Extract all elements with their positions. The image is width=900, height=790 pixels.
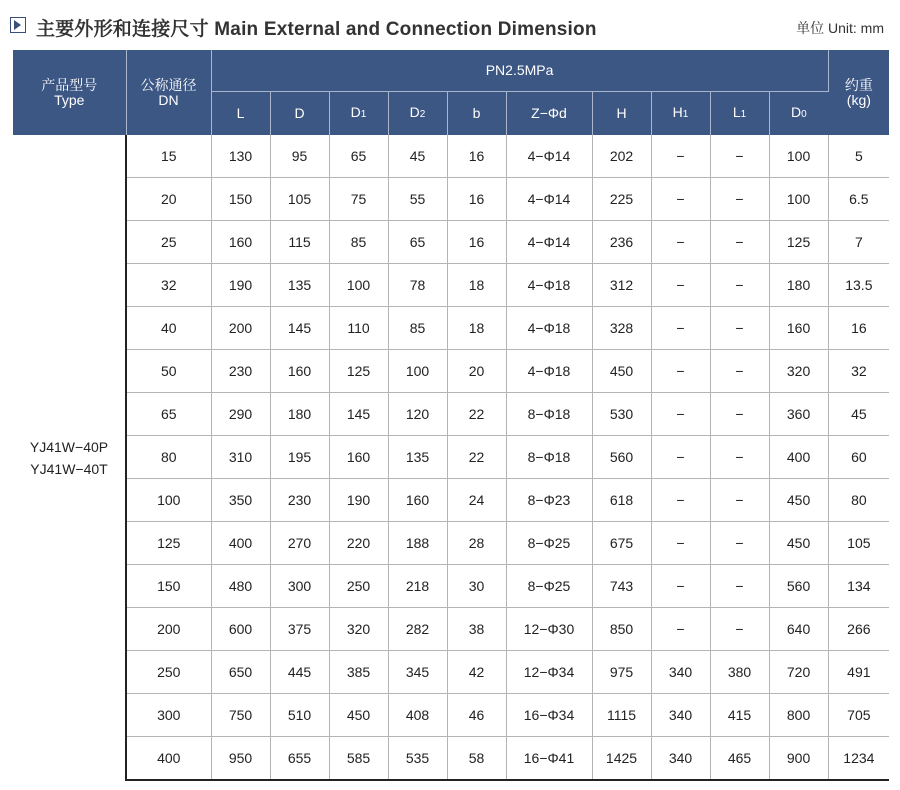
table-cell: − (710, 307, 769, 350)
table-cell: 125 (769, 221, 828, 264)
table-cell: 320 (769, 350, 828, 393)
table-cell: 408 (388, 694, 447, 737)
table-row (13, 608, 889, 651)
table-cell: − (710, 264, 769, 307)
table-cell: 180 (769, 264, 828, 307)
table-cell: 290 (211, 393, 270, 436)
table-cell: 145 (329, 393, 388, 436)
table-cell: 585 (329, 737, 388, 781)
subheader-cell (592, 92, 651, 136)
table-cell: 650 (211, 651, 270, 694)
table-cell: 200 (126, 608, 211, 651)
table-cell: 8−Φ18 (506, 436, 592, 479)
table-cell: 230 (211, 350, 270, 393)
subheader-cell (270, 92, 329, 136)
subheader-main: H (672, 104, 683, 120)
table-cell: 120 (388, 393, 447, 436)
table-cell: 100 (769, 135, 828, 178)
type-cell (13, 135, 126, 780)
table-cell: 300 (126, 694, 211, 737)
header-type (13, 50, 126, 135)
table-cell: 340 (651, 651, 710, 694)
table-cell: 510 (270, 694, 329, 737)
subheader-main: D (409, 104, 420, 120)
header-type-cn: 产品型号 (41, 76, 98, 93)
table-cell: 105 (828, 522, 889, 565)
table-cell: 75 (329, 178, 388, 221)
table-cell: − (710, 393, 769, 436)
table-cell: 655 (270, 737, 329, 781)
section-header (10, 12, 890, 40)
table-cell: 8−Φ25 (506, 565, 592, 608)
table-cell: 12−Φ30 (506, 608, 592, 651)
table-cell: 58 (447, 737, 506, 781)
table-cell: 115 (270, 221, 329, 264)
table-cell: 4−Φ18 (506, 264, 592, 307)
table-cell: 8−Φ18 (506, 393, 592, 436)
table-cell: 65 (329, 135, 388, 178)
subheader-cell (388, 92, 447, 136)
table-cell: 450 (329, 694, 388, 737)
header-weight-cn: 约重 (844, 76, 873, 93)
subheader-subscript: 2 (419, 109, 426, 120)
table-cell: 310 (211, 436, 270, 479)
table-cell: 225 (592, 178, 651, 221)
table-cell: 236 (592, 221, 651, 264)
table-cell: 15 (126, 135, 211, 178)
subheader-cell (651, 92, 710, 136)
table-cell: 720 (769, 651, 828, 694)
header-dn-en: DN (158, 91, 179, 108)
table-row (13, 135, 889, 178)
header-weight (828, 50, 889, 135)
subheader-cell (769, 92, 828, 136)
table-cell: 975 (592, 651, 651, 694)
table-cell: 40 (126, 307, 211, 350)
table-cell: 55 (388, 178, 447, 221)
table-cell: − (710, 135, 769, 178)
table-cell: − (651, 608, 710, 651)
table-row (13, 694, 889, 737)
table-cell: 195 (270, 436, 329, 479)
type-model: YJ41W−40T (30, 460, 108, 477)
table-cell: 530 (592, 393, 651, 436)
table-cell: 190 (211, 264, 270, 307)
table-cell: 100 (388, 350, 447, 393)
table-cell: 535 (388, 737, 447, 781)
table-cell: 6.5 (828, 178, 889, 221)
table-cell: 16 (828, 307, 889, 350)
table-cell: 1234 (828, 737, 889, 781)
subheader-subscript: 1 (682, 109, 689, 120)
table-cell: 60 (828, 436, 889, 479)
table-cell: 134 (828, 565, 889, 608)
table-cell: 350 (211, 479, 270, 522)
table-cell: 32 (126, 264, 211, 307)
table-cell: − (651, 350, 710, 393)
table-cell: 22 (447, 436, 506, 479)
table-cell: 400 (211, 522, 270, 565)
table-cell: 50 (126, 350, 211, 393)
table-cell: 750 (211, 694, 270, 737)
table-cell: 130 (211, 135, 270, 178)
table-cell: 12−Φ34 (506, 651, 592, 694)
table-cell: 135 (388, 436, 447, 479)
table-cell: 415 (710, 694, 769, 737)
table-cell: 32 (828, 350, 889, 393)
table-cell: 312 (592, 264, 651, 307)
table-cell: 42 (447, 651, 506, 694)
table-cell: 188 (388, 522, 447, 565)
subheader-main: L (236, 105, 245, 121)
table-cell: 160 (329, 436, 388, 479)
table-cell: 46 (447, 694, 506, 737)
table-cell: − (651, 479, 710, 522)
table-cell: 4−Φ18 (506, 350, 592, 393)
subheader-cell (211, 92, 270, 136)
table-cell: 4−Φ14 (506, 221, 592, 264)
table-cell: 450 (769, 522, 828, 565)
table-cell: 30 (447, 565, 506, 608)
table-cell: 400 (769, 436, 828, 479)
table-cell: 13.5 (828, 264, 889, 307)
table-cell: 491 (828, 651, 889, 694)
subheader-subscript: 1 (360, 109, 367, 120)
table-cell: 450 (592, 350, 651, 393)
subheader-main: b (472, 105, 481, 121)
table-cell: − (710, 608, 769, 651)
table-row (13, 178, 889, 221)
header-dn (126, 50, 211, 135)
subheader-main: D (790, 104, 802, 120)
table-cell: 445 (270, 651, 329, 694)
table-cell: 22 (447, 393, 506, 436)
table-row (13, 479, 889, 522)
chevron-right-icon (10, 17, 26, 33)
subheader-subscript: 1 (740, 109, 747, 120)
table-cell: 160 (211, 221, 270, 264)
table-cell: − (651, 264, 710, 307)
table-cell: 220 (329, 522, 388, 565)
table-cell: 560 (592, 436, 651, 479)
table-cell: 600 (211, 608, 270, 651)
table-cell: 25 (126, 221, 211, 264)
table-cell: 95 (270, 135, 329, 178)
table-cell: 266 (828, 608, 889, 651)
table-cell: − (710, 436, 769, 479)
table-cell: 20 (126, 178, 211, 221)
table-cell: 65 (388, 221, 447, 264)
table-cell: − (710, 522, 769, 565)
table-cell: 18 (447, 264, 506, 307)
table-cell: 250 (126, 651, 211, 694)
table-row (13, 436, 889, 479)
table-cell: − (651, 178, 710, 221)
table-cell: 4−Φ14 (506, 135, 592, 178)
table-cell: 125 (329, 350, 388, 393)
subheader-cell (329, 92, 388, 136)
table-cell: 360 (769, 393, 828, 436)
table-cell: 900 (769, 737, 828, 781)
subheader-main: H (616, 105, 627, 121)
dimension-table (13, 50, 889, 781)
table-cell: 180 (270, 393, 329, 436)
table-cell: 145 (270, 307, 329, 350)
table-cell: 125 (126, 522, 211, 565)
table-cell: 16 (447, 221, 506, 264)
table-cell: 135 (270, 264, 329, 307)
table-cell: 160 (270, 350, 329, 393)
subheader-main: Z−Φd (531, 105, 567, 121)
table-cell: 65 (126, 393, 211, 436)
table-cell: 18 (447, 307, 506, 350)
table-cell: 100 (329, 264, 388, 307)
subheader-cell (447, 92, 506, 136)
table-cell: 270 (270, 522, 329, 565)
table-cell: 340 (651, 694, 710, 737)
table-cell: 328 (592, 307, 651, 350)
table-cell: 150 (126, 565, 211, 608)
table-cell: 105 (270, 178, 329, 221)
table-cell: − (710, 350, 769, 393)
table-cell: 110 (329, 307, 388, 350)
table-cell: 230 (270, 479, 329, 522)
table-cell: 28 (447, 522, 506, 565)
table-row (13, 350, 889, 393)
table-cell: 150 (211, 178, 270, 221)
table-cell: 202 (592, 135, 651, 178)
table-cell: 340 (651, 737, 710, 781)
subheader-subscript: 0 (801, 109, 807, 120)
table-cell: 80 (828, 479, 889, 522)
subheader-cell (506, 92, 592, 136)
table-cell: − (651, 436, 710, 479)
table-cell: 618 (592, 479, 651, 522)
table-cell: 375 (270, 608, 329, 651)
table-cell: 16 (447, 178, 506, 221)
table-row (13, 565, 889, 608)
table-row (13, 307, 889, 350)
table-cell: 850 (592, 608, 651, 651)
table-cell: 705 (828, 694, 889, 737)
table-cell: 950 (211, 737, 270, 781)
table-row (13, 522, 889, 565)
table-cell: 640 (769, 608, 828, 651)
table-cell: 85 (388, 307, 447, 350)
table-cell: 45 (388, 135, 447, 178)
table-cell: − (651, 522, 710, 565)
table-cell: 465 (710, 737, 769, 781)
subheader-cell (710, 92, 769, 136)
header-type-en: Type (54, 91, 85, 108)
table-cell: 8−Φ25 (506, 522, 592, 565)
table-cell: − (651, 565, 710, 608)
table-cell: 1115 (592, 694, 651, 737)
table-cell: − (710, 565, 769, 608)
table-cell: 800 (769, 694, 828, 737)
table-cell: 20 (447, 350, 506, 393)
table-cell: 16−Φ34 (506, 694, 592, 737)
header-weight-en: (kg) (846, 91, 871, 108)
table-cell: 100 (126, 479, 211, 522)
subheader-main: D (294, 105, 305, 121)
table-cell: 480 (211, 565, 270, 608)
table-cell: 450 (769, 479, 828, 522)
table-row (13, 737, 889, 781)
table-cell: 250 (329, 565, 388, 608)
table-row (13, 264, 889, 307)
table-cell: 345 (388, 651, 447, 694)
subheader-main: D (350, 104, 361, 120)
table-cell: 4−Φ14 (506, 178, 592, 221)
table-cell: 743 (592, 565, 651, 608)
header-dn-cn: 公称通径 (140, 76, 197, 93)
table-cell: 16−Φ41 (506, 737, 592, 781)
unit-label: 单位 Unit: mm (796, 20, 884, 36)
table-cell: − (651, 135, 710, 178)
table-cell: 5 (828, 135, 889, 178)
table-cell: 300 (270, 565, 329, 608)
table-cell: 675 (592, 522, 651, 565)
table-cell: 78 (388, 264, 447, 307)
type-model: YJ41W−40P (29, 438, 109, 455)
table-cell: 160 (769, 307, 828, 350)
table-cell: 190 (329, 479, 388, 522)
table-cell: − (710, 479, 769, 522)
table-cell: − (651, 307, 710, 350)
subheader-main: L (732, 104, 741, 120)
table-cell: − (710, 221, 769, 264)
table-cell: 4−Φ18 (506, 307, 592, 350)
table-cell: 282 (388, 608, 447, 651)
table-cell: 385 (329, 651, 388, 694)
table-cell: 45 (828, 393, 889, 436)
table-cell: 38 (447, 608, 506, 651)
table-cell: 80 (126, 436, 211, 479)
table-cell: 400 (126, 737, 211, 781)
table-cell: 7 (828, 221, 889, 264)
table-cell: 160 (388, 479, 447, 522)
table-cell: − (710, 178, 769, 221)
table-cell: 560 (769, 565, 828, 608)
table-cell: 200 (211, 307, 270, 350)
table-cell: 24 (447, 479, 506, 522)
table-cell: 218 (388, 565, 447, 608)
header-pressure: PN2.5MPa (211, 50, 828, 92)
table-cell: 320 (329, 608, 388, 651)
table-cell: 100 (769, 178, 828, 221)
table-cell: − (651, 393, 710, 436)
table-cell: 8−Φ23 (506, 479, 592, 522)
table-cell: 1425 (592, 737, 651, 781)
table-row (13, 651, 889, 694)
table-cell: − (651, 221, 710, 264)
table-cell: 85 (329, 221, 388, 264)
table-row (13, 221, 889, 264)
table-row (13, 393, 889, 436)
table-cell: 380 (710, 651, 769, 694)
section-title: 主要外形和连接尺寸 Main External and Connection Dimension (36, 19, 597, 40)
table-cell: 16 (447, 135, 506, 178)
